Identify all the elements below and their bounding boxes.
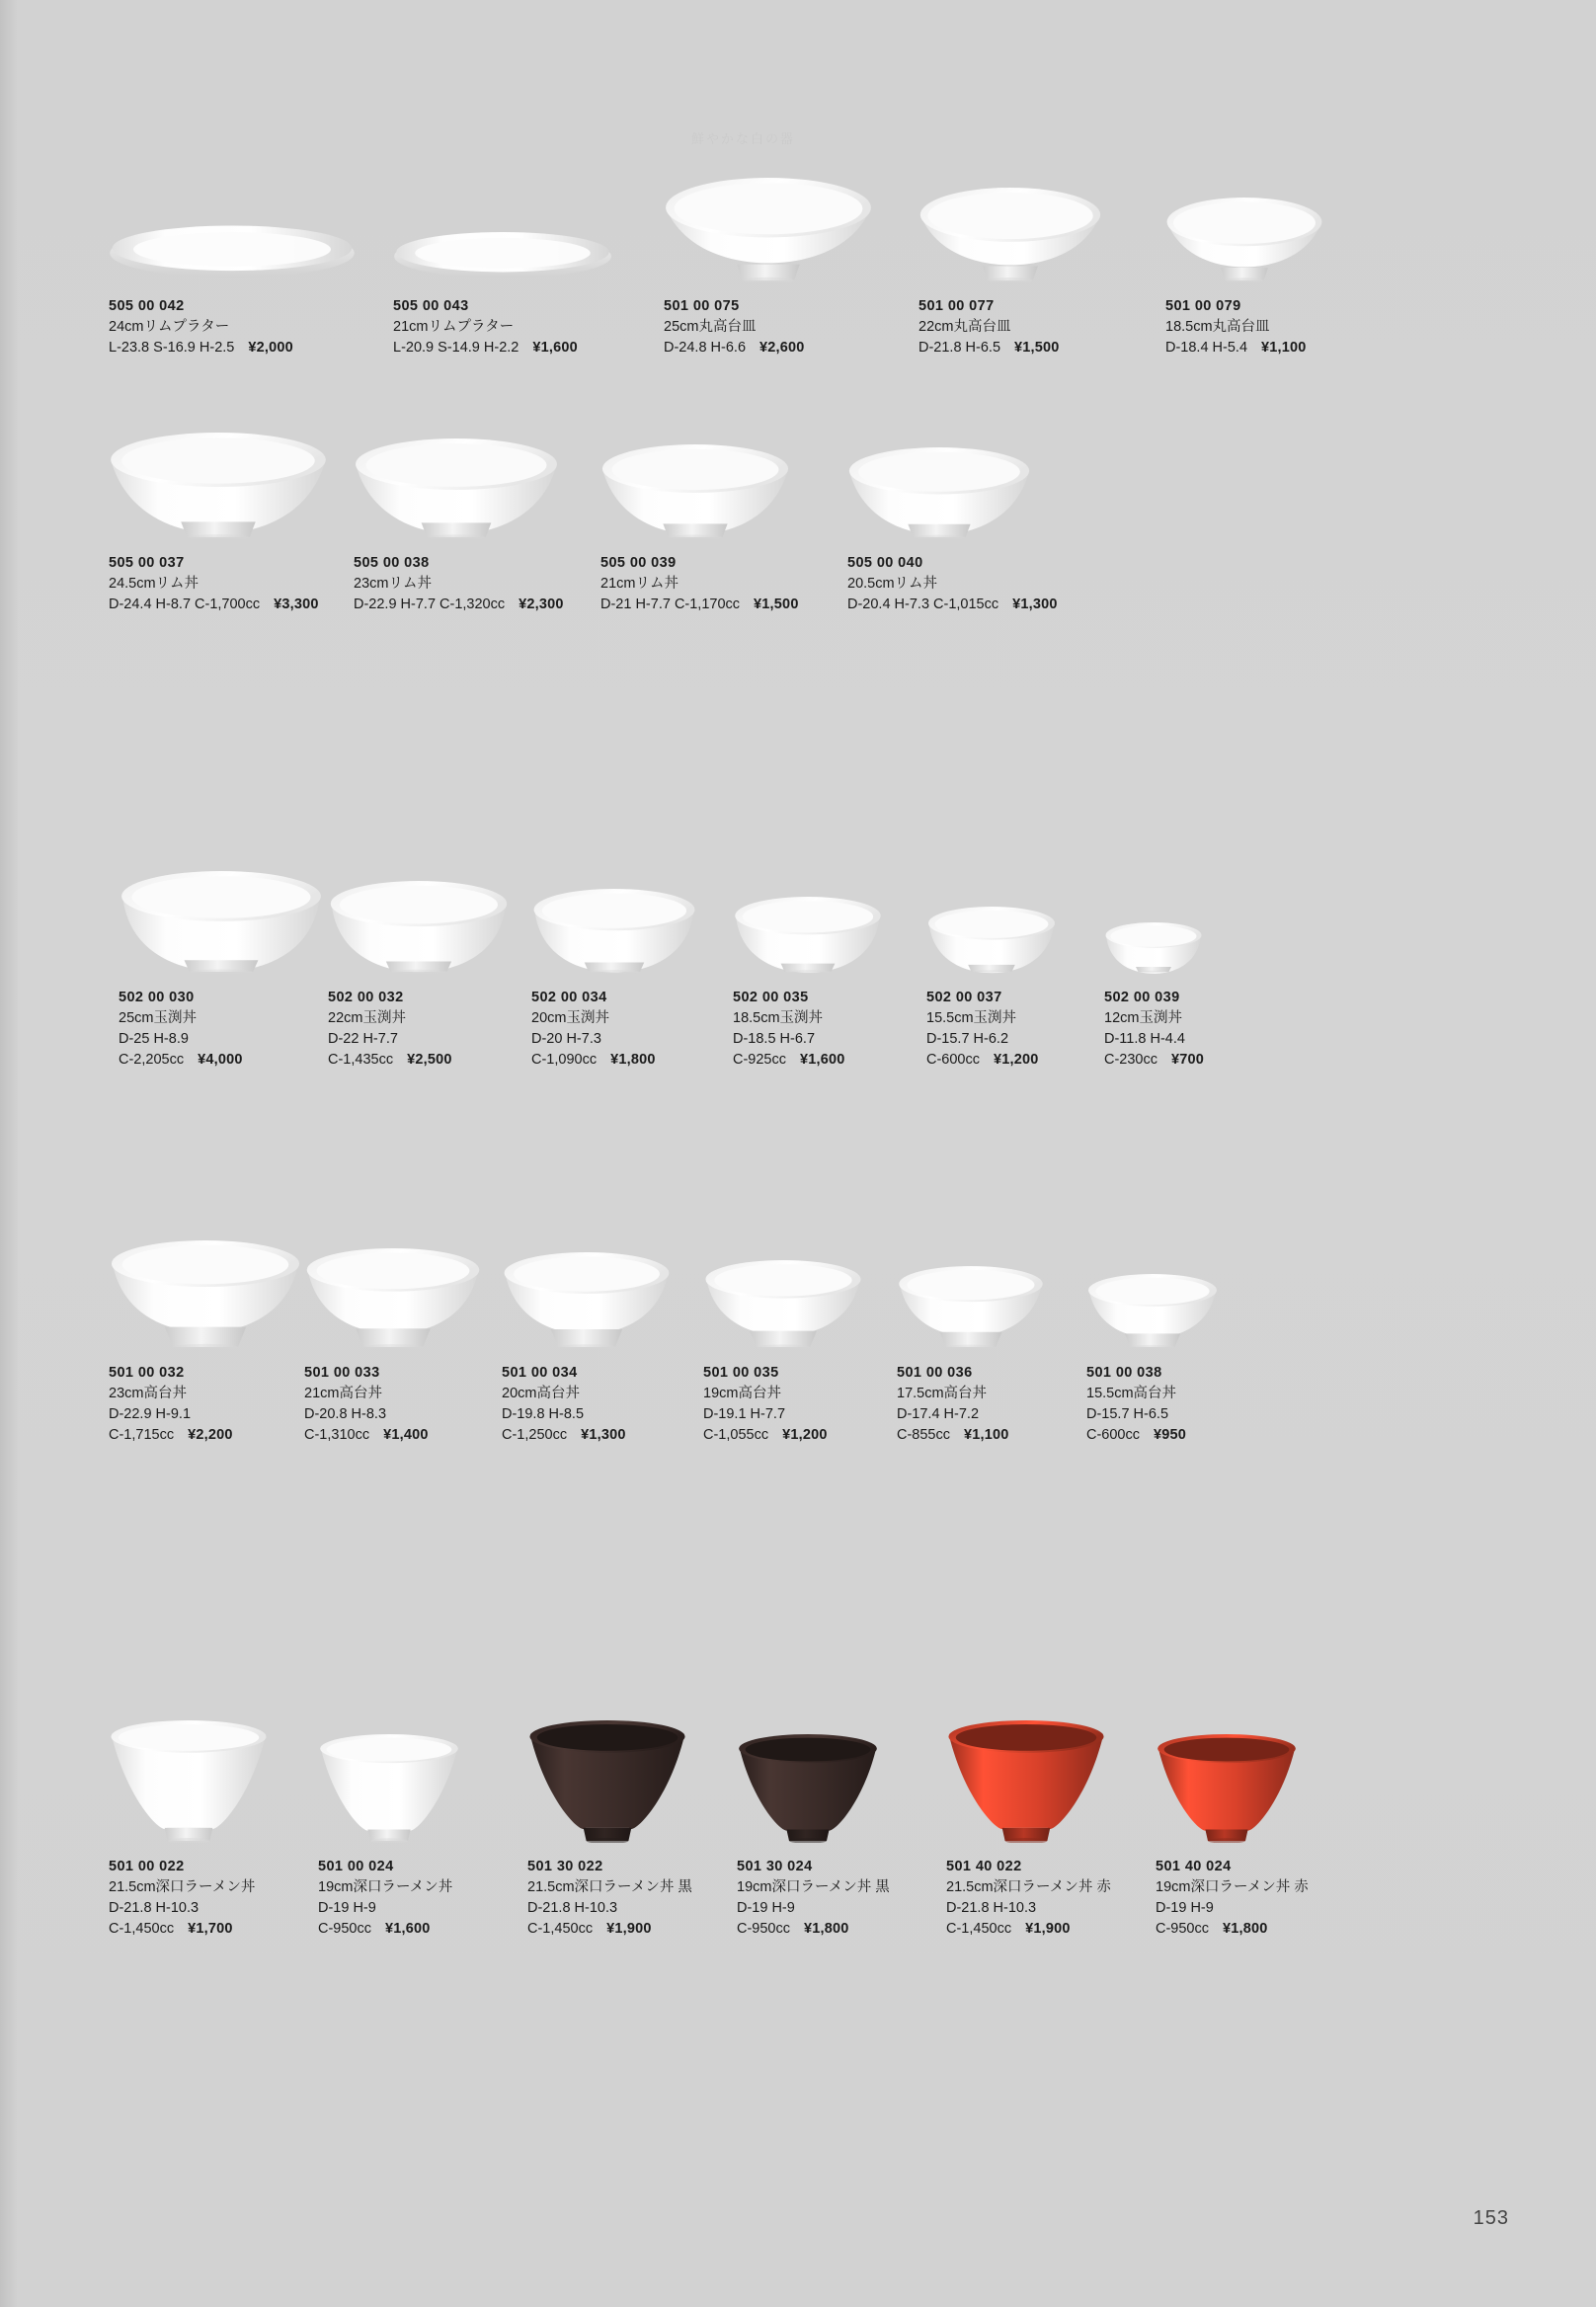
product-spec-capacity-price xyxy=(1104,1050,1204,1071)
product-photo xyxy=(109,221,356,282)
product-price: ¥4,000 xyxy=(198,1052,243,1068)
product-photo xyxy=(1086,1272,1219,1349)
product-capacity: C-230cc xyxy=(1104,1052,1157,1068)
product-caption xyxy=(393,296,578,358)
product-price: ¥1,400 xyxy=(383,1427,429,1443)
product-photo xyxy=(109,1718,269,1843)
product-name: 21cmリムプラター xyxy=(393,319,515,335)
product-caption xyxy=(109,1857,255,1940)
product-spec: D-20.4 H-7.3 C-1,015cc xyxy=(847,597,999,612)
product-caption xyxy=(897,1363,1009,1446)
product-caption xyxy=(119,988,243,1071)
product-name: 21.5cm深口ラーメン丼 xyxy=(109,1879,256,1895)
page-number: 153 xyxy=(1473,2207,1509,2229)
product-photo xyxy=(318,1732,460,1843)
product-spec: D-17.4 H-7.2 xyxy=(897,1406,980,1422)
product-spec-capacity-price xyxy=(737,1919,890,1940)
product-photo xyxy=(897,1264,1045,1349)
product-caption xyxy=(109,296,293,358)
product-caption xyxy=(664,296,805,358)
product-name: 20.5cmリム丼 xyxy=(847,576,938,592)
product-photo xyxy=(502,1250,672,1349)
product-name: 22cm玉渕丼 xyxy=(328,1010,406,1026)
product-caption xyxy=(354,553,564,615)
product-spec-capacity-price xyxy=(119,1050,243,1071)
product-name: 23cm高台丼 xyxy=(109,1386,187,1401)
product-code: 502 00 032 xyxy=(328,990,404,1005)
product-spec: D-18.4 H-5.4 xyxy=(1165,340,1248,356)
product-photo xyxy=(918,186,1102,282)
product-name: 20cm高台丼 xyxy=(502,1386,580,1401)
product-code: 502 00 037 xyxy=(926,990,1002,1005)
product-capacity: C-2,205cc xyxy=(119,1052,185,1068)
product-spec-capacity-price xyxy=(109,1919,255,1940)
product-name: 19cm深口ラーメン丼 赤 xyxy=(1156,1879,1309,1895)
product-photo xyxy=(1156,1732,1298,1843)
product-caption xyxy=(918,296,1060,358)
product-spec-price xyxy=(600,595,799,615)
product-capacity: C-1,435cc xyxy=(328,1052,394,1068)
product-spec-capacity-price xyxy=(733,1050,845,1071)
product-photo xyxy=(531,887,697,974)
product-spec-price xyxy=(847,595,1058,615)
product-capacity: C-1,450cc xyxy=(109,1921,175,1937)
product-caption xyxy=(109,553,319,615)
product-code: 501 30 024 xyxy=(737,1859,813,1874)
product-code: 505 00 037 xyxy=(109,555,185,571)
product-name: 21.5cm深口ラーメン丼 黒 xyxy=(527,1879,692,1895)
product-name: 22cm丸高台皿 xyxy=(918,319,1011,335)
product-name: 24.5cmリム丼 xyxy=(109,576,200,592)
product-spec-capacity-price xyxy=(926,1050,1039,1071)
product-code: 501 00 038 xyxy=(1086,1365,1162,1381)
product-spec-price xyxy=(354,595,564,615)
product-capacity: C-1,310cc xyxy=(304,1427,370,1443)
product-capacity: C-950cc xyxy=(318,1921,371,1937)
product-spec: D-20.8 H-8.3 xyxy=(304,1406,387,1422)
product-spec: D-15.7 H-6.5 xyxy=(1086,1406,1169,1422)
product-capacity: C-855cc xyxy=(897,1427,950,1443)
product-caption xyxy=(847,553,1058,615)
product-code: 501 40 022 xyxy=(946,1859,1022,1874)
product-spec: D-21 H-7.7 C-1,170cc xyxy=(600,597,741,612)
product-code: 501 00 024 xyxy=(318,1859,394,1874)
product-spec: D-21.8 H-10.3 xyxy=(109,1900,200,1916)
product-spec-price xyxy=(393,338,578,358)
product-capacity: C-1,450cc xyxy=(946,1921,1012,1937)
product-photo xyxy=(393,228,612,282)
product-spec: D-20 H-7.3 xyxy=(531,1031,601,1047)
product-spec: D-24.4 H-8.7 C-1,700cc xyxy=(109,597,261,612)
product-spec: D-25 H-8.9 xyxy=(119,1031,189,1047)
product-name: 24cmリムプラター xyxy=(109,319,230,335)
product-name: 20cm玉渕丼 xyxy=(531,1010,609,1026)
product-caption xyxy=(1104,988,1204,1071)
product-name: 23cmリム丼 xyxy=(354,576,432,592)
product-name: 18.5cm玉渕丼 xyxy=(733,1010,824,1026)
product-price: ¥950 xyxy=(1154,1427,1187,1443)
product-photo xyxy=(946,1718,1106,1843)
product-price: ¥1,600 xyxy=(385,1921,431,1937)
product-photo xyxy=(733,895,883,974)
product-capacity: C-1,090cc xyxy=(531,1052,598,1068)
watermark-text: 鮮やかな白の器 xyxy=(691,131,796,146)
product-caption xyxy=(109,1363,233,1446)
product-price: ¥2,200 xyxy=(188,1427,233,1443)
product-spec-capacity-price xyxy=(1086,1425,1186,1446)
product-photo xyxy=(737,1732,879,1843)
product-price: ¥3,300 xyxy=(274,597,319,612)
product-capacity: C-950cc xyxy=(1156,1921,1209,1937)
product-photo xyxy=(304,1246,482,1349)
product-price: ¥1,800 xyxy=(804,1921,849,1937)
product-price: ¥1,800 xyxy=(610,1052,656,1068)
product-price: ¥1,500 xyxy=(1014,340,1060,356)
product-spec: D-19 H-9 xyxy=(737,1900,795,1916)
product-name: 12cm玉渕丼 xyxy=(1104,1010,1182,1026)
product-spec: D-18.5 H-6.7 xyxy=(733,1031,816,1047)
product-spec-price xyxy=(109,338,293,358)
product-price: ¥1,700 xyxy=(188,1921,233,1937)
product-code: 501 00 022 xyxy=(109,1859,185,1874)
product-caption xyxy=(1086,1363,1186,1446)
product-spec: D-19.1 H-7.7 xyxy=(703,1406,786,1422)
product-code: 502 00 034 xyxy=(531,990,607,1005)
product-price: ¥1,800 xyxy=(1223,1921,1268,1937)
product-name: 21cm高台丼 xyxy=(304,1386,382,1401)
product-code: 501 30 022 xyxy=(527,1859,603,1874)
product-capacity: C-1,055cc xyxy=(703,1427,769,1443)
product-spec-price xyxy=(664,338,805,358)
product-caption xyxy=(318,1857,452,1940)
product-caption xyxy=(703,1363,828,1446)
product-spec: D-22.9 H-7.7 C-1,320cc xyxy=(354,597,506,612)
product-price: ¥1,300 xyxy=(1012,597,1058,612)
product-code: 505 00 039 xyxy=(600,555,677,571)
product-price: ¥1,500 xyxy=(754,597,799,612)
product-caption xyxy=(531,988,656,1071)
product-price: ¥1,300 xyxy=(581,1427,626,1443)
product-price: ¥2,000 xyxy=(248,340,293,356)
product-code: 501 00 032 xyxy=(109,1365,185,1381)
product-price: ¥2,600 xyxy=(759,340,805,356)
product-code: 502 00 030 xyxy=(119,990,195,1005)
product-capacity: C-1,250cc xyxy=(502,1427,568,1443)
product-price: ¥1,200 xyxy=(994,1052,1039,1068)
product-code: 505 00 038 xyxy=(354,555,430,571)
product-spec-capacity-price xyxy=(328,1050,452,1071)
product-capacity: C-950cc xyxy=(737,1921,790,1937)
product-caption xyxy=(733,988,845,1071)
product-price: ¥2,500 xyxy=(407,1052,452,1068)
product-capacity: C-1,715cc xyxy=(109,1427,175,1443)
product-spec: L-20.9 S-14.9 H-2.2 xyxy=(393,340,519,356)
product-code: 501 00 034 xyxy=(502,1365,578,1381)
product-spec-price xyxy=(1165,338,1307,358)
product-spec-price xyxy=(109,595,319,615)
product-code: 501 00 079 xyxy=(1165,298,1241,314)
product-spec-capacity-price xyxy=(502,1425,626,1446)
product-caption xyxy=(502,1363,626,1446)
product-code: 501 40 024 xyxy=(1156,1859,1232,1874)
product-photo xyxy=(109,431,328,539)
page-edge-shadow xyxy=(0,0,18,2307)
product-name: 25cm丸高台皿 xyxy=(664,319,757,335)
product-caption xyxy=(926,988,1039,1071)
product-code: 501 00 075 xyxy=(664,298,740,314)
product-caption xyxy=(946,1857,1111,1940)
product-code: 505 00 040 xyxy=(847,555,923,571)
product-spec: D-21.8 H-10.3 xyxy=(527,1900,618,1916)
product-name: 15.5cm高台丼 xyxy=(1086,1386,1177,1401)
product-spec: D-19 H-9 xyxy=(318,1900,376,1916)
product-price: ¥1,600 xyxy=(532,340,578,356)
product-caption xyxy=(1156,1857,1309,1940)
product-price: ¥1,100 xyxy=(1261,340,1307,356)
product-spec: D-22.9 H-9.1 xyxy=(109,1406,192,1422)
product-spec-price xyxy=(918,338,1060,358)
product-price: ¥1,200 xyxy=(782,1427,828,1443)
product-code: 505 00 043 xyxy=(393,298,469,314)
product-photo xyxy=(664,176,873,282)
product-caption xyxy=(304,1363,429,1446)
product-photo xyxy=(703,1258,863,1349)
product-spec: D-11.8 H-4.4 xyxy=(1104,1031,1185,1047)
product-name: 19cm深口ラーメン丼 xyxy=(318,1879,453,1895)
product-spec-capacity-price xyxy=(897,1425,1009,1446)
product-spec: D-15.7 H-6.2 xyxy=(926,1031,1009,1047)
product-name: 15.5cm玉渕丼 xyxy=(926,1010,1017,1026)
product-caption xyxy=(600,553,799,615)
product-name: 21cmリム丼 xyxy=(600,576,678,592)
product-code: 502 00 035 xyxy=(733,990,809,1005)
product-capacity: C-925cc xyxy=(733,1052,786,1068)
product-capacity: C-600cc xyxy=(926,1052,980,1068)
product-spec-capacity-price xyxy=(946,1919,1111,1940)
product-photo xyxy=(109,1238,302,1349)
product-code: 501 00 035 xyxy=(703,1365,779,1381)
product-name: 19cm高台丼 xyxy=(703,1386,781,1401)
product-spec: D-22 H-7.7 xyxy=(328,1031,398,1047)
product-price: ¥1,600 xyxy=(800,1052,845,1068)
product-spec: D-21.8 H-6.5 xyxy=(918,340,1001,356)
product-code: 505 00 042 xyxy=(109,298,185,314)
product-name: 25cm玉渕丼 xyxy=(119,1010,197,1026)
product-photo xyxy=(847,445,1031,539)
product-price: ¥1,100 xyxy=(964,1427,1009,1443)
product-spec-capacity-price xyxy=(1156,1919,1309,1940)
product-name: 21.5cm深口ラーメン丼 赤 xyxy=(946,1879,1111,1895)
product-name: 18.5cm丸高台皿 xyxy=(1165,319,1270,335)
product-spec-capacity-price xyxy=(304,1425,429,1446)
product-name: 17.5cm高台丼 xyxy=(897,1386,988,1401)
product-spec-capacity-price xyxy=(109,1425,233,1446)
product-capacity: C-1,450cc xyxy=(527,1921,594,1937)
product-caption xyxy=(328,988,452,1071)
product-spec-capacity-price xyxy=(318,1919,452,1940)
product-price: ¥700 xyxy=(1171,1052,1205,1068)
product-price: ¥2,300 xyxy=(519,597,564,612)
product-photo xyxy=(1165,196,1323,282)
product-photo xyxy=(926,905,1057,974)
product-caption xyxy=(1165,296,1307,358)
product-photo xyxy=(600,442,790,539)
product-name: 19cm深口ラーメン丼 黒 xyxy=(737,1879,890,1895)
product-code: 501 00 077 xyxy=(918,298,995,314)
product-photo xyxy=(119,869,324,974)
product-code: 502 00 039 xyxy=(1104,990,1180,1005)
product-capacity: C-600cc xyxy=(1086,1427,1140,1443)
product-spec-capacity-price xyxy=(703,1425,828,1446)
product-spec-capacity-price xyxy=(527,1919,692,1940)
product-spec: D-19.8 H-8.5 xyxy=(502,1406,585,1422)
product-spec-capacity-price xyxy=(531,1050,656,1071)
product-code: 501 00 036 xyxy=(897,1365,973,1381)
product-caption xyxy=(737,1857,890,1940)
product-photo xyxy=(1104,920,1203,974)
product-spec: D-24.8 H-6.6 xyxy=(664,340,747,356)
product-caption xyxy=(527,1857,692,1940)
product-photo xyxy=(328,879,510,974)
product-photo xyxy=(527,1718,687,1843)
product-spec: L-23.8 S-16.9 H-2.5 xyxy=(109,340,235,356)
product-price: ¥1,900 xyxy=(606,1921,652,1937)
product-price: ¥1,900 xyxy=(1025,1921,1071,1937)
product-code: 501 00 033 xyxy=(304,1365,380,1381)
product-spec: D-21.8 H-10.3 xyxy=(946,1900,1037,1916)
product-photo xyxy=(354,437,559,539)
product-spec: D-19 H-9 xyxy=(1156,1900,1214,1916)
